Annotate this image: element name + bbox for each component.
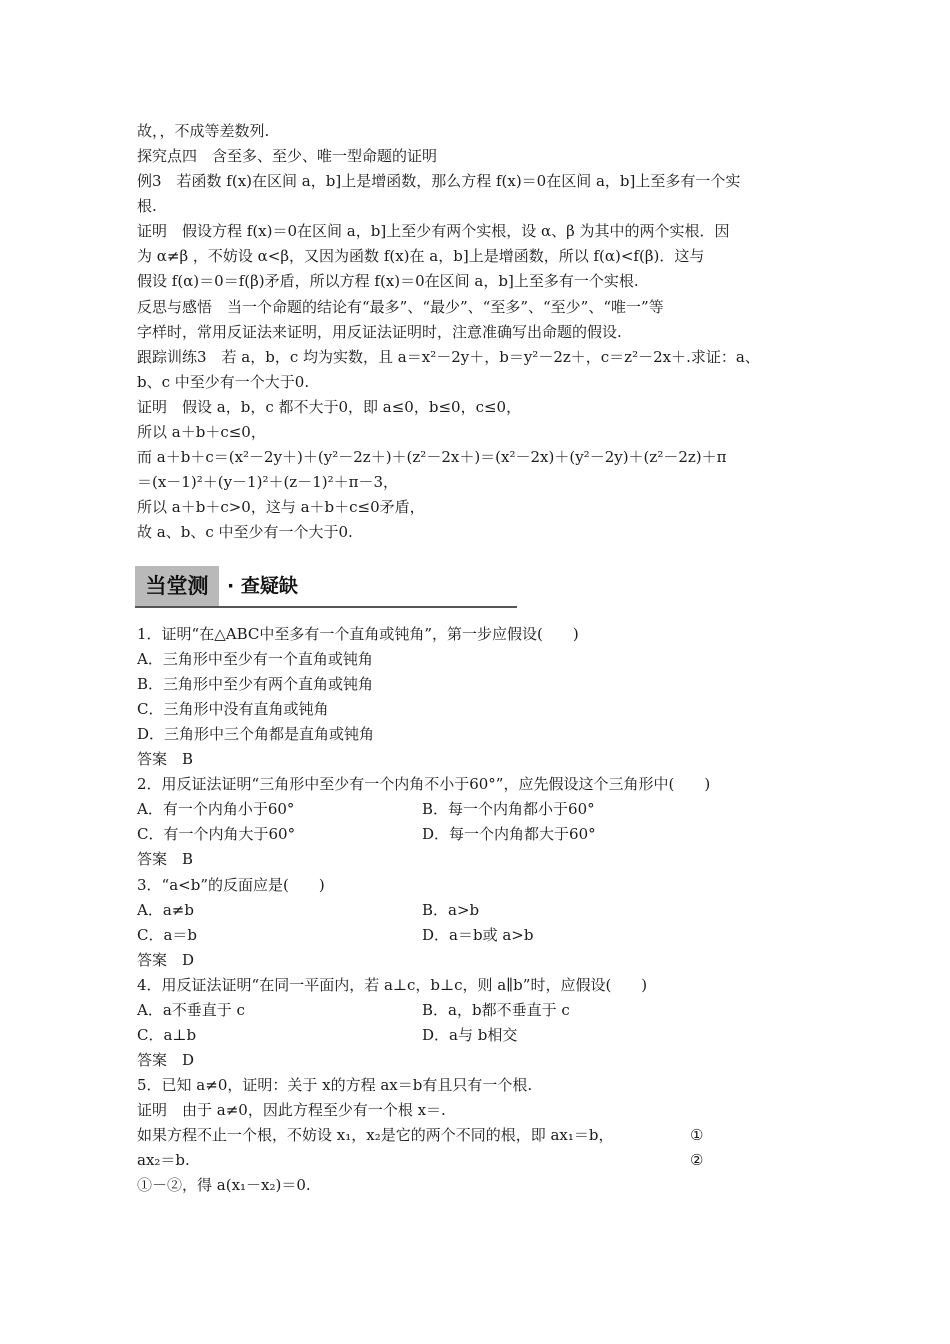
equation-marker: ② bbox=[690, 1151, 704, 1169]
proof-line: ①－②，得 a(x₁－x₂)＝0. bbox=[137, 1176, 311, 1194]
question-stem: 4．用反证法证明“在同一平面内，若 a⊥c，b⊥c，则 a∥b”时，应假设( ) bbox=[137, 976, 648, 994]
proof-line: ax₂＝b. bbox=[137, 1151, 190, 1169]
proof-line: ＝(x－1)²＋(y－1)²＋(z－1)²＋π－3， bbox=[137, 473, 399, 491]
question-option: C．a⊥b bbox=[137, 1026, 197, 1044]
question-stem: 5．已知 a≠0，证明：关于 x的方程 ax＝b有且只有一个根. bbox=[137, 1076, 533, 1094]
reflection-line: 字样时，常用反证法来证明，用反证法证明时，注意准确写出命题的假设. bbox=[137, 323, 622, 341]
question-option: C．a＝b bbox=[137, 926, 198, 944]
banner-title: 当堂测 bbox=[135, 566, 219, 606]
text-line: 故，，不成等差数列. bbox=[137, 122, 270, 140]
question-option: B．a>b bbox=[422, 901, 480, 919]
text-line: 根. bbox=[137, 197, 157, 215]
reflection-line: 反思与感悟 当一个命题的结论有“最多”、“最少”、“至多”、“至少”、“唯一”等 bbox=[137, 298, 664, 316]
question-option: C．有一个内角大于60° bbox=[137, 825, 296, 843]
question-option: D．a与 b相交 bbox=[422, 1026, 518, 1044]
question-answer: 答案 D bbox=[137, 1051, 195, 1069]
proof-line: 证明 由于 a≠0，因此方程至少有一个根 x＝. bbox=[137, 1101, 446, 1119]
question-answer: 答案 B bbox=[137, 750, 194, 768]
question-option: B．三角形中至少有两个直角或钝角 bbox=[137, 675, 374, 693]
example-statement: 例3 若函数 f(x)在区间 a，b]上是增函数，那么方程 f(x)＝0在区间 a，b]上至多有一个实 bbox=[137, 172, 741, 190]
question-answer: 答案 D bbox=[137, 951, 195, 969]
proof-line: 证明 假设 a，b，c 都不大于0，即 a≤0，b≤0，c≤0， bbox=[137, 398, 522, 416]
banner-subtitle: · 查疑缺 bbox=[227, 575, 298, 597]
question-option: C．三角形中没有直角或钝角 bbox=[137, 700, 329, 718]
question-stem: 1．证明“在△ABC中至多有一个直角或钝角”，第一步应假设( ) bbox=[137, 625, 579, 643]
proof-line: 假设 f(α)＝0＝f(β)矛盾，所以方程 f(x)＝0在区间 a，b]上至多有一个实根. bbox=[137, 272, 639, 290]
question-option: B．每一个内角都小于60° bbox=[422, 800, 595, 818]
proof-line: 而 a＋b＋c＝(x²－2y＋)＋(y²－2z＋)＋(z²－2x＋)＝(x²－2x)＋(y²－2y)＋(z²－2z)＋π bbox=[137, 448, 727, 466]
exercise-statement: 跟踪训练3 若 a，b，c 均为实数，且 a＝x²－2y＋，b＝y²－2z＋，c＝z²－2x＋.求证：a、 bbox=[137, 348, 760, 366]
proof-line: 故 a、b、c 中至少有一个大于0. bbox=[137, 523, 353, 541]
exercise-statement: b、c 中至少有一个大于0. bbox=[137, 373, 310, 391]
equation-marker: ① bbox=[690, 1126, 704, 1144]
proof-line: 为 α≠β ，不妨设 α<β，又因为函数 f(x)在 a，b]上是增函数，所以 f(α)<f(β)．这与 bbox=[137, 247, 705, 265]
question-stem: 3．“a<b”的反面应是( ) bbox=[137, 876, 325, 894]
question-option: D．三角形中三个角都是直角或钝角 bbox=[137, 725, 375, 743]
proof-line: 所以 a＋b＋c>0，这与 a＋b＋c≤0矛盾， bbox=[137, 498, 425, 516]
section-heading: 探究点四 含至多、至少、唯一型命题的证明 bbox=[137, 147, 438, 165]
question-option: B．a，b都不垂直于 c bbox=[422, 1001, 570, 1019]
banner-rule bbox=[135, 606, 517, 608]
proof-line: 所以 a＋b＋c≤0， bbox=[137, 423, 266, 441]
question-option: A．a≠b bbox=[137, 901, 194, 919]
question-option: D．每一个内角都大于60° bbox=[422, 825, 596, 843]
question-answer: 答案 B bbox=[137, 850, 194, 868]
proof-line: 如果方程不止一个根，不妨设 x₁，x₂是它的两个不同的根，即 ax₁＝b， bbox=[137, 1126, 614, 1144]
section-banner bbox=[135, 566, 517, 608]
question-option: A．有一个内角小于60° bbox=[137, 800, 295, 818]
question-option: A．三角形中至少有一个直角或钝角 bbox=[137, 650, 373, 668]
question-option: A．a不垂直于 c bbox=[137, 1001, 245, 1019]
proof-line: 证明 假设方程 f(x)＝0在区间 a，b]上至少有两个实根，设 α、β 为其中的两个实根．因 bbox=[137, 222, 730, 240]
question-option: D．a＝b或 a>b bbox=[422, 926, 534, 944]
question-stem: 2．用反证法证明“三角形中至少有一个内角不小于60°”，应先假设这个三角形中( ) bbox=[137, 775, 711, 793]
